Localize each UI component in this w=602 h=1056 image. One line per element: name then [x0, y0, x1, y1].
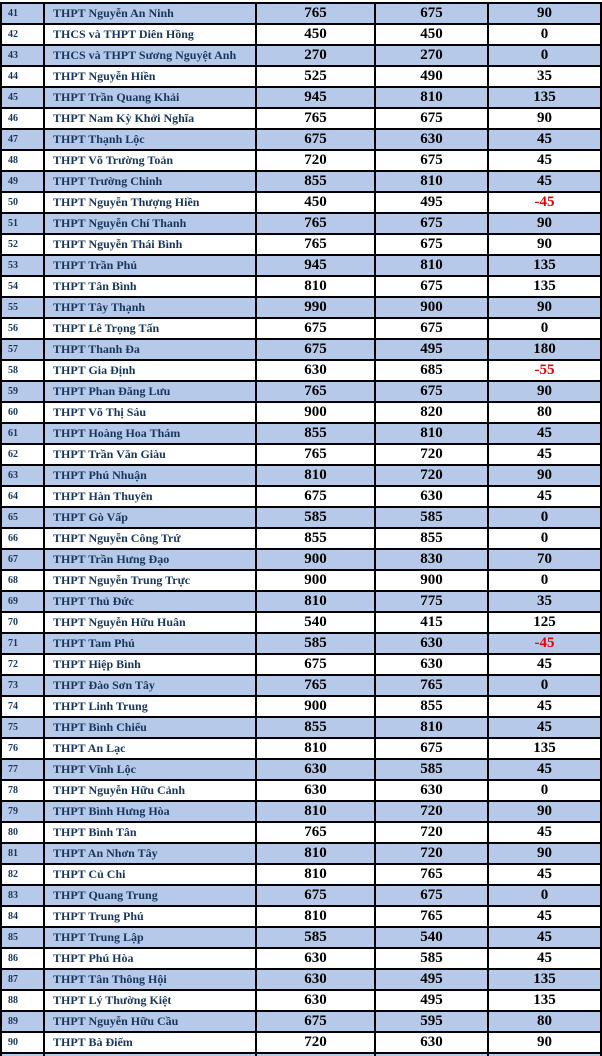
value-cell-1: 855 — [257, 172, 374, 191]
value-cell-3: 80 — [489, 1012, 600, 1031]
school-name-cell: THPT Đào Sơn Tây — [45, 676, 255, 695]
value-cell-3: -45 — [489, 634, 600, 653]
row-number-cell: 61 — [2, 424, 43, 443]
school-name-cell: THPT Lý Thường Kiệt — [45, 991, 255, 1010]
row-number-cell: 47 — [2, 130, 43, 149]
value-cell-3: 35 — [489, 592, 600, 611]
value-cell-3: 180 — [489, 340, 600, 359]
value-cell-2: 675 — [376, 886, 487, 905]
value-cell-1: 810 — [257, 277, 374, 296]
school-name-cell: THPT Nguyễn Công Trứ — [45, 529, 255, 548]
value-cell-1: 630 — [257, 781, 374, 800]
school-name-cell: THPT Linh Trung — [45, 697, 255, 716]
value-cell-1: 765 — [257, 445, 374, 464]
value-cell-3: 135 — [489, 739, 600, 758]
value-cell-3: 0 — [489, 529, 600, 548]
school-name-cell: THPT Trường Chinh — [45, 172, 255, 191]
value-cell-3: 45 — [489, 949, 600, 968]
row-number-cell: 64 — [2, 487, 43, 506]
value-cell-1: 675 — [257, 340, 374, 359]
value-cell-3: 45 — [489, 172, 600, 191]
value-cell-2: 450 — [376, 25, 487, 44]
value-cell-2: 630 — [376, 130, 487, 149]
school-name-cell: THPT Gò Vấp — [45, 508, 255, 527]
value-cell-1: 540 — [257, 613, 374, 632]
value-cell-1: 450 — [257, 25, 374, 44]
value-cell-1: 810 — [257, 592, 374, 611]
value-cell-1: 525 — [257, 67, 374, 86]
value-cell-1: 855 — [257, 529, 374, 548]
value-cell-3: 90 — [489, 4, 600, 23]
row-number-cell: 74 — [2, 697, 43, 716]
value-cell-2: 810 — [376, 172, 487, 191]
value-cell-2: 900 — [376, 571, 487, 590]
value-cell-1: 675 — [257, 1012, 374, 1031]
value-cell-2: 585 — [376, 508, 487, 527]
value-cell-2: 810 — [376, 718, 487, 737]
row-number-cell: 66 — [2, 529, 43, 548]
value-cell-3: 90 — [489, 844, 600, 863]
value-cell-2: 675 — [376, 151, 487, 170]
value-cell-3: 90 — [489, 109, 600, 128]
value-cell-1: 810 — [257, 844, 374, 863]
value-cell-3: 90 — [489, 1033, 600, 1052]
value-cell-2: 585 — [376, 760, 487, 779]
value-cell-3: 135 — [489, 991, 600, 1010]
school-name-cell: THPT Thanh Đa — [45, 340, 255, 359]
row-number-cell: 62 — [2, 445, 43, 464]
value-cell-1: 720 — [257, 151, 374, 170]
value-cell-2: 595 — [376, 1012, 487, 1031]
school-name-cell: THPT Nam Kỳ Khởi Nghĩa — [45, 109, 255, 128]
row-number-cell: 46 — [2, 109, 43, 128]
value-cell-2: 415 — [376, 613, 487, 632]
value-cell-1: 765 — [257, 382, 374, 401]
school-name-cell: THPT Bình Hưng Hòa — [45, 802, 255, 821]
school-name-cell: THPT Võ Thị Sáu — [45, 403, 255, 422]
row-number-cell: 84 — [2, 907, 43, 926]
value-cell-2: 720 — [376, 466, 487, 485]
value-cell-1: 675 — [257, 487, 374, 506]
value-cell-3: 45 — [489, 445, 600, 464]
value-cell-3: 135 — [489, 970, 600, 989]
value-cell-1: 945 — [257, 88, 374, 107]
school-name-cell: THCS và THPT Diên Hồng — [45, 25, 255, 44]
value-cell-2: 720 — [376, 823, 487, 842]
value-cell-3: 45 — [489, 655, 600, 674]
row-number-cell: 73 — [2, 676, 43, 695]
row-number-cell: 48 — [2, 151, 43, 170]
value-cell-3: 45 — [489, 928, 600, 947]
value-cell-1: 585 — [257, 928, 374, 947]
school-name-cell: THPT Vĩnh Lộc — [45, 760, 255, 779]
value-cell-3: 45 — [489, 718, 600, 737]
value-cell-3: 45 — [489, 130, 600, 149]
value-cell-1: 765 — [257, 214, 374, 233]
school-name-cell: THPT Trần Hưng Đạo — [45, 550, 255, 569]
value-cell-1: 630 — [257, 970, 374, 989]
row-number-cell: 41 — [2, 4, 43, 23]
value-cell-2: 775 — [376, 592, 487, 611]
school-name-cell: THPT Hàn Thuyên — [45, 487, 255, 506]
value-cell-1: 990 — [257, 298, 374, 317]
school-name-cell: THCS và THPT Sương Nguyệt Anh — [45, 46, 255, 65]
value-cell-3: 0 — [489, 319, 600, 338]
row-number-cell: 57 — [2, 340, 43, 359]
school-name-cell: THPT An Nhơn Tây — [45, 844, 255, 863]
school-name-cell: THPT Nguyễn Chí Thanh — [45, 214, 255, 233]
value-cell-3: 45 — [489, 865, 600, 884]
value-cell-2: 495 — [376, 970, 487, 989]
row-number-cell: 77 — [2, 760, 43, 779]
value-cell-1: 675 — [257, 655, 374, 674]
row-number-cell: 63 — [2, 466, 43, 485]
row-number-cell: 67 — [2, 550, 43, 569]
row-number-cell: 52 — [2, 235, 43, 254]
school-name-cell: THPT Phan Đăng Lưu — [45, 382, 255, 401]
value-cell-2: 630 — [376, 634, 487, 653]
value-cell-2: 830 — [376, 550, 487, 569]
value-cell-1: 810 — [257, 865, 374, 884]
school-name-cell: THPT Thủ Đức — [45, 592, 255, 611]
value-cell-3: 0 — [489, 508, 600, 527]
row-number-cell: 43 — [2, 46, 43, 65]
school-name-cell: THPT Nguyễn Hiền — [45, 67, 255, 86]
value-cell-3: 90 — [489, 802, 600, 821]
row-number-cell: 81 — [2, 844, 43, 863]
value-cell-2: 720 — [376, 844, 487, 863]
value-cell-2: 765 — [376, 865, 487, 884]
value-cell-3: 90 — [489, 298, 600, 317]
school-name-cell: THPT Tân Bình — [45, 277, 255, 296]
value-cell-3: 0 — [489, 25, 600, 44]
row-number-cell: 65 — [2, 508, 43, 527]
row-number-cell: 70 — [2, 613, 43, 632]
value-cell-2: 765 — [376, 907, 487, 926]
value-cell-2: 855 — [376, 529, 487, 548]
row-number-cell: 59 — [2, 382, 43, 401]
score-table — [0, 2, 602, 1056]
school-name-cell: THPT Nguyễn Hữu Huân — [45, 613, 255, 632]
value-cell-3: 45 — [489, 487, 600, 506]
row-number-cell: 76 — [2, 739, 43, 758]
school-name-cell: THPT Tân Thông Hội — [45, 970, 255, 989]
school-name-cell: THPT An Lạc — [45, 739, 255, 758]
row-number-cell: 45 — [2, 88, 43, 107]
row-number-cell: 58 — [2, 361, 43, 380]
row-number-cell: 68 — [2, 571, 43, 590]
value-cell-2: 495 — [376, 991, 487, 1010]
row-number-cell: 87 — [2, 970, 43, 989]
value-cell-1: 810 — [257, 802, 374, 821]
value-cell-2: 630 — [376, 1033, 487, 1052]
value-cell-1: 900 — [257, 403, 374, 422]
row-number-cell: 54 — [2, 277, 43, 296]
value-cell-3: 135 — [489, 277, 600, 296]
value-cell-3: 135 — [489, 88, 600, 107]
value-cell-1: 810 — [257, 466, 374, 485]
value-cell-1: 945 — [257, 256, 374, 275]
value-cell-3: -45 — [489, 193, 600, 212]
value-cell-1: 675 — [257, 886, 374, 905]
row-number-cell: 71 — [2, 634, 43, 653]
value-cell-3: 0 — [489, 886, 600, 905]
school-name-cell: THPT Võ Trường Toản — [45, 151, 255, 170]
value-cell-3: 45 — [489, 907, 600, 926]
row-number-cell: 42 — [2, 25, 43, 44]
row-number-cell: 69 — [2, 592, 43, 611]
value-cell-3: 45 — [489, 823, 600, 842]
value-cell-3: 90 — [489, 466, 600, 485]
value-cell-2: 630 — [376, 781, 487, 800]
row-number-cell: 75 — [2, 718, 43, 737]
value-cell-2: 855 — [376, 697, 487, 716]
value-cell-1: 585 — [257, 634, 374, 653]
value-cell-1: 855 — [257, 424, 374, 443]
value-cell-1: 900 — [257, 571, 374, 590]
value-cell-2: 765 — [376, 676, 487, 695]
value-cell-2: 490 — [376, 67, 487, 86]
value-cell-1: 270 — [257, 46, 374, 65]
value-cell-1: 675 — [257, 130, 374, 149]
value-cell-1: 450 — [257, 193, 374, 212]
value-cell-1: 765 — [257, 4, 374, 23]
value-cell-2: 810 — [376, 88, 487, 107]
row-number-cell: 85 — [2, 928, 43, 947]
value-cell-3: 70 — [489, 550, 600, 569]
row-number-cell: 49 — [2, 172, 43, 191]
value-cell-1: 765 — [257, 676, 374, 695]
school-name-cell: THPT Nguyễn Thượng Hiền — [45, 193, 255, 212]
school-name-cell: THPT Thạnh Lộc — [45, 130, 255, 149]
value-cell-2: 675 — [376, 739, 487, 758]
row-number-cell: 50 — [2, 193, 43, 212]
row-number-cell: 79 — [2, 802, 43, 821]
school-name-cell: THPT Lê Trọng Tấn — [45, 319, 255, 338]
value-cell-1: 900 — [257, 697, 374, 716]
row-number-cell: 51 — [2, 214, 43, 233]
row-number-cell: 55 — [2, 298, 43, 317]
value-cell-2: 495 — [376, 340, 487, 359]
value-cell-2: 675 — [376, 235, 487, 254]
value-cell-2: 900 — [376, 298, 487, 317]
value-cell-1: 855 — [257, 718, 374, 737]
value-cell-1: 900 — [257, 550, 374, 569]
value-cell-3: 90 — [489, 214, 600, 233]
value-cell-2: 820 — [376, 403, 487, 422]
value-cell-2: 810 — [376, 256, 487, 275]
value-cell-3: 45 — [489, 760, 600, 779]
value-cell-2: 675 — [376, 214, 487, 233]
value-cell-3: 35 — [489, 67, 600, 86]
school-name-cell: THPT Quang Trung — [45, 886, 255, 905]
value-cell-3: -55 — [489, 361, 600, 380]
value-cell-2: 675 — [376, 4, 487, 23]
value-cell-1: 630 — [257, 991, 374, 1010]
row-number-cell: 83 — [2, 886, 43, 905]
row-number-cell: 60 — [2, 403, 43, 422]
school-name-cell: THPT Nguyễn Thái Bình — [45, 235, 255, 254]
school-name-cell: THPT Trần Văn Giàu — [45, 445, 255, 464]
value-cell-3: 0 — [489, 676, 600, 695]
school-name-cell: THPT Nguyễn Hữu Cầu — [45, 1012, 255, 1031]
school-name-cell: THPT Nguyễn Trung Trực — [45, 571, 255, 590]
value-cell-1: 765 — [257, 823, 374, 842]
school-name-cell: THPT Bình Chiểu — [45, 718, 255, 737]
row-number-cell: 56 — [2, 319, 43, 338]
value-cell-2: 685 — [376, 361, 487, 380]
value-cell-1: 810 — [257, 907, 374, 926]
value-cell-2: 720 — [376, 445, 487, 464]
school-name-cell: THPT Nguyễn Hữu Cảnh — [45, 781, 255, 800]
value-cell-3: 0 — [489, 781, 600, 800]
value-cell-1: 720 — [257, 1033, 374, 1052]
value-cell-2: 495 — [376, 193, 487, 212]
value-cell-1: 810 — [257, 739, 374, 758]
row-number-cell: 89 — [2, 1012, 43, 1031]
school-name-cell: THPT Bình Tân — [45, 823, 255, 842]
row-number-cell: 72 — [2, 655, 43, 674]
school-name-cell: THPT Phú Nhuận — [45, 466, 255, 485]
row-number-cell: 86 — [2, 949, 43, 968]
school-name-cell: THPT Bà Điểm — [45, 1033, 255, 1052]
value-cell-2: 630 — [376, 487, 487, 506]
row-number-cell: 80 — [2, 823, 43, 842]
row-number-cell: 78 — [2, 781, 43, 800]
value-cell-3: 80 — [489, 403, 600, 422]
value-cell-3: 125 — [489, 613, 600, 632]
school-name-cell: THPT Nguyễn An Ninh — [45, 4, 255, 23]
value-cell-2: 675 — [376, 109, 487, 128]
value-cell-2: 270 — [376, 46, 487, 65]
row-number-cell: 90 — [2, 1033, 43, 1052]
school-name-cell: THPT Trung Phú — [45, 907, 255, 926]
school-name-cell: THPT Tam Phú — [45, 634, 255, 653]
row-number-cell: 88 — [2, 991, 43, 1010]
value-cell-1: 585 — [257, 508, 374, 527]
value-cell-3: 135 — [489, 256, 600, 275]
value-cell-1: 765 — [257, 235, 374, 254]
school-name-cell: THPT Trung Lập — [45, 928, 255, 947]
value-cell-1: 630 — [257, 949, 374, 968]
value-cell-3: 45 — [489, 424, 600, 443]
value-cell-1: 630 — [257, 760, 374, 779]
row-number-cell: 82 — [2, 865, 43, 884]
school-name-cell: THPT Gia Định — [45, 361, 255, 380]
value-cell-2: 540 — [376, 928, 487, 947]
school-name-cell: THPT Hoàng Hoa Thám — [45, 424, 255, 443]
value-cell-3: 45 — [489, 151, 600, 170]
value-cell-3: 0 — [489, 571, 600, 590]
value-cell-3: 45 — [489, 697, 600, 716]
value-cell-1: 675 — [257, 319, 374, 338]
value-cell-2: 720 — [376, 802, 487, 821]
value-cell-2: 675 — [376, 277, 487, 296]
value-cell-3: 90 — [489, 235, 600, 254]
value-cell-2: 675 — [376, 382, 487, 401]
value-cell-3: 0 — [489, 46, 600, 65]
school-name-cell: THPT Trần Phú — [45, 256, 255, 275]
school-name-cell: THPT Tây Thạnh — [45, 298, 255, 317]
value-cell-3: 90 — [489, 382, 600, 401]
value-cell-1: 630 — [257, 361, 374, 380]
school-name-cell: THPT Củ Chi — [45, 865, 255, 884]
row-number-cell: 44 — [2, 67, 43, 86]
school-name-cell: THPT Phú Hòa — [45, 949, 255, 968]
school-name-cell: THPT Trần Quang Khải — [45, 88, 255, 107]
value-cell-2: 810 — [376, 424, 487, 443]
value-cell-2: 675 — [376, 319, 487, 338]
row-number-cell: 53 — [2, 256, 43, 275]
school-name-cell: THPT Hiệp Bình — [45, 655, 255, 674]
value-cell-2: 585 — [376, 949, 487, 968]
value-cell-1: 765 — [257, 109, 374, 128]
value-cell-2: 630 — [376, 655, 487, 674]
